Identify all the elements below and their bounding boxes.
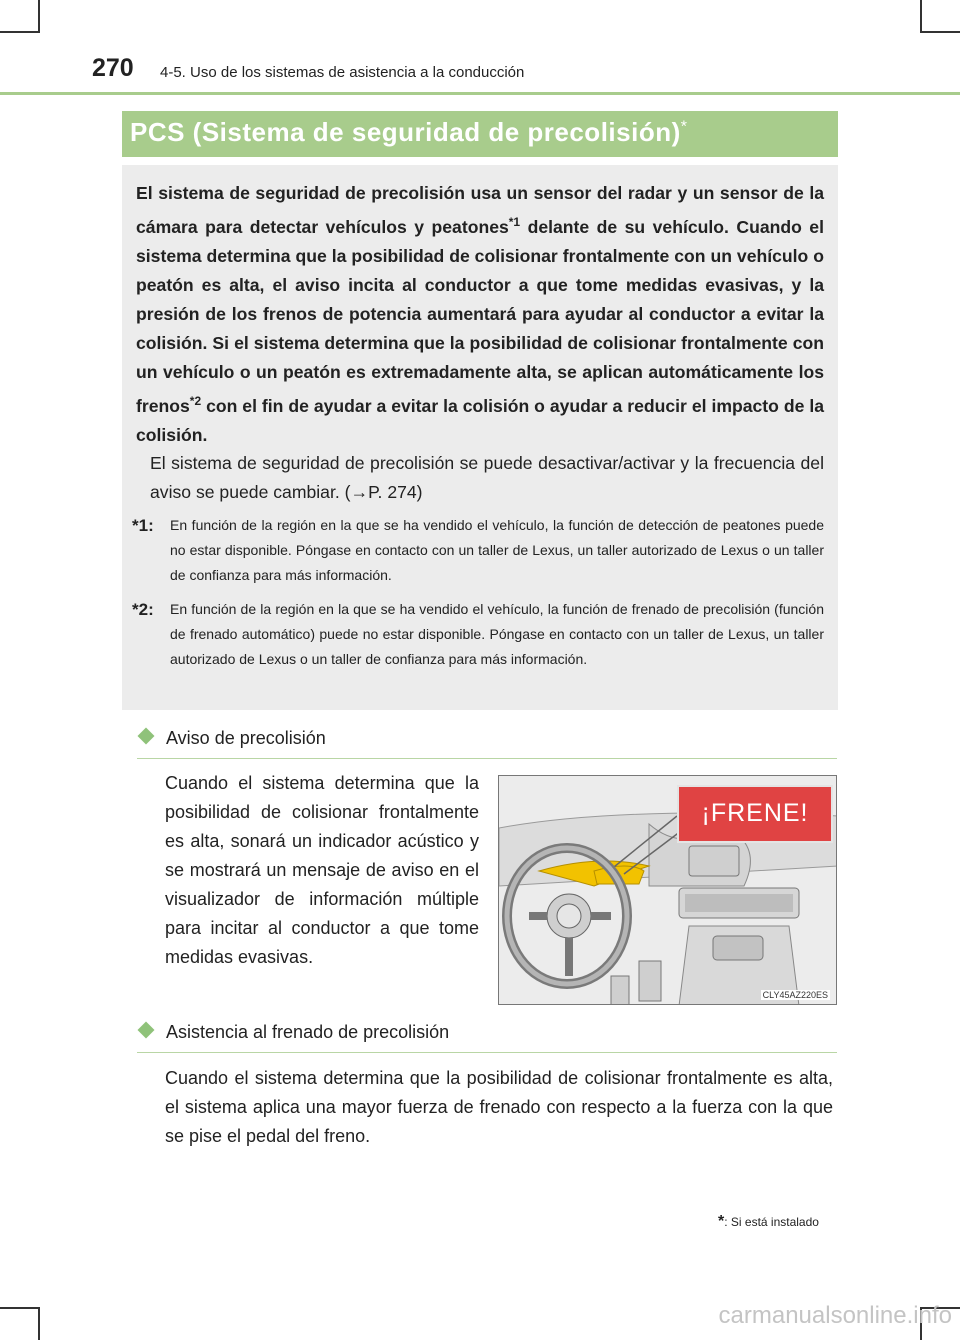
- section-title-text: PCS (Sistema de seguridad de precolisión): [130, 117, 681, 147]
- diamond-icon: [138, 1022, 155, 1039]
- intro-text-part3: con el fin de ayudar a evitar la colisión o ayudar a reducir el impacto de la colisión.: [136, 395, 824, 445]
- dashboard-illustration: [498, 775, 837, 1005]
- watermark: carmanualsonline.info: [718, 1302, 952, 1329]
- chapter-title: 4-5. Uso de los sistemas de asistencia a la conducción: [160, 64, 525, 81]
- section-title-mark: *: [680, 118, 688, 136]
- intro-text-part2: delante de su vehículo. Cuando el sistema determina que la posibilidad de colisionar frontalmente con un vehículo o peatón es alta, el aviso incita al conductor a que tome medidas evasivas, y la presión de los frenos de potencia aumentará para ayudar al conductor a evitar la colisión. Si el sistema determina que la posibilidad de colisionar frontalmente con un vehículo o un peatón es extremadamente alta, se aplican automáticamente los frenos: [136, 216, 824, 416]
- intro-box: [122, 165, 838, 710]
- diamond-icon: [138, 728, 155, 745]
- subsection-heading: [137, 1022, 449, 1043]
- crop-mark: [920, 0, 922, 33]
- intro-paragraph: [136, 179, 824, 450]
- footnote-ref-1: *1: [508, 215, 521, 229]
- warning-message: ¡FRENE!: [677, 785, 833, 843]
- crop-mark: [920, 31, 960, 33]
- subsection-rule: [137, 758, 837, 759]
- footnote-ref-2: *2: [189, 393, 202, 408]
- footnote-mark: *2:: [132, 600, 154, 619]
- footnote: [132, 513, 824, 588]
- footnote-mark: *1:: [132, 516, 154, 535]
- subsection-heading-text: Aviso de precolisión: [166, 728, 326, 748]
- section-banner: [122, 111, 838, 157]
- subsection-text: Cuando el sistema determina que la posibilidad de colisionar frontalmente es alta, sonará un indicador acústico y se mostrará un mensaje de aviso en el visualizador de información múltiple para incitar al conductor a que tome medidas evasivas.: [165, 773, 479, 967]
- section-title: [130, 117, 687, 148]
- footnote-text: : Si está instalado: [724, 1215, 819, 1229]
- subsection-heading: [137, 728, 326, 749]
- crop-mark: [38, 1307, 40, 1340]
- crop-mark: [38, 0, 40, 33]
- subsection-rule: [137, 1052, 837, 1053]
- footnote-text: En función de la región en la que se ha vendido el vehículo, la función de detección de peatones puede no estar disponible. Póngase en contacto con un taller de Lexus, un taller autorizado de Lexus o un taller de confianza para más información.: [170, 517, 824, 583]
- footnote-text: En función de la región en la que se ha vendido el vehículo, la función de frenado de precolisión (función de frenado automático) puede no estar disponible. Póngase en contacto con un taller de Lexus, un taller autorizado de Lexus o un taller de confianza para más información.: [170, 601, 824, 667]
- footnote-mark: *: [718, 1213, 725, 1230]
- figure-code: CLY45AZ220ES: [762, 990, 828, 1000]
- subsection-text: Cuando el sistema determina que la posibilidad de colisionar frontalmente es alta, el sistema aplica una mayor fuerza de frenado con respecto a la fuerza con la que se pise el pedal del freno.: [165, 1068, 833, 1146]
- intro-text-part1: El sistema de seguridad de precolisión usa un sensor del radar y un sensor de la cámara para detectar vehículos y peatones: [136, 183, 824, 237]
- header-rule: [0, 92, 960, 95]
- footnote: [132, 597, 824, 672]
- intro-note: El sistema de seguridad de precolisión se puede desactivar/activar y la frecuencia del aviso se puede cambiar. (→P. 274): [150, 453, 824, 502]
- installed-footnote: [718, 1213, 819, 1231]
- subsection-heading-text: Asistencia al frenado de precolisión: [166, 1022, 450, 1042]
- page-number: 270: [92, 54, 134, 82]
- crop-mark: [0, 1307, 40, 1309]
- crop-mark: [0, 31, 40, 33]
